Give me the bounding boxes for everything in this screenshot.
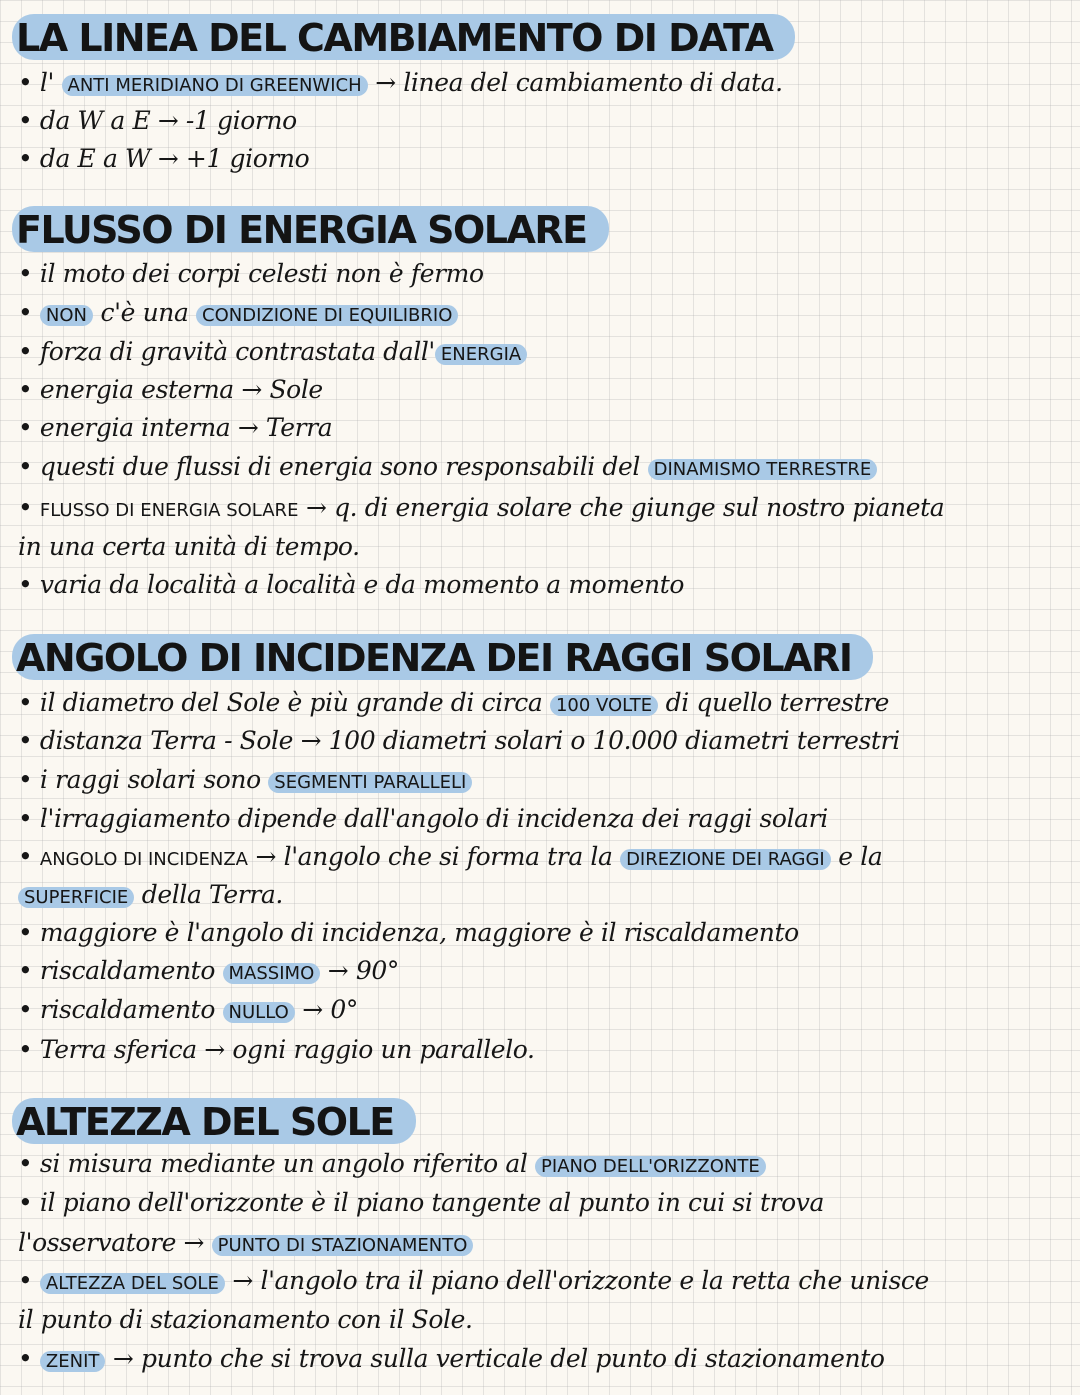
note-text: • — [18, 493, 40, 522]
note-text: • — [18, 1344, 40, 1373]
note-text: • i raggi solari sono — [18, 765, 269, 794]
section-title-text: ALTEZZA DEL SOLE — [12, 1098, 416, 1144]
highlighted-term: ZENIT — [40, 1351, 105, 1372]
note-text: • da W a E → -1 giorno — [18, 106, 297, 135]
highlighted-term: ENERGIA — [435, 344, 527, 365]
note-text: c'è una — [93, 298, 197, 327]
note-text: → punto che si trova sulla verticale del punto di stazionamento — [105, 1344, 885, 1373]
note-text: della Terra. — [134, 880, 283, 909]
highlighted-term: MASSIMO — [223, 963, 321, 984]
capitalized-term: FLUSSO DI ENERGIA SOLARE — [39, 500, 299, 521]
note-text: • distanza Terra - Sole → 100 diametri solari o 10.000 diametri terrestri — [18, 726, 900, 755]
note-text: e la — [830, 842, 883, 871]
note-line — [18, 1226, 473, 1263]
note-line — [18, 724, 900, 758]
note-text: • — [18, 842, 40, 871]
note-line — [18, 954, 399, 991]
note-line — [18, 450, 877, 487]
note-line — [18, 1342, 885, 1379]
note-line — [18, 840, 882, 877]
note-text: • da E a W → +1 giorno — [18, 144, 310, 173]
note-text: • riscaldamento — [18, 995, 223, 1024]
note-line — [18, 142, 309, 176]
note-text: • maggiore è l'angolo di incidenza, maggiore è il riscaldamento — [18, 918, 799, 947]
note-text: • l'irraggiamento dipende dall'angolo di incidenza dei raggi solari — [18, 804, 828, 833]
note-line — [18, 491, 944, 528]
highlighted-term: PUNTO DI STAZIONAMENTO — [212, 1235, 474, 1256]
note-line — [18, 878, 283, 915]
section-title-linea-cambiamento-data — [8, 16, 819, 60]
note-text: • riscaldamento — [18, 956, 223, 985]
note-line — [18, 1264, 929, 1301]
note-line — [18, 104, 297, 138]
note-text: in una certa unità di tempo. — [18, 532, 360, 561]
note-text: • il moto dei corpi celesti non è fermo — [18, 259, 484, 288]
note-text: → 90° — [320, 956, 399, 985]
note-line — [18, 530, 360, 564]
highlighted-term: DINAMISMO TERRESTRE — [648, 459, 878, 480]
note-line — [18, 763, 472, 800]
note-line — [18, 568, 684, 602]
highlighted-term: SUPERFICIE — [18, 887, 134, 908]
note-line — [18, 1147, 766, 1184]
note-line — [18, 257, 484, 291]
note-text: • energia esterna → Sole — [18, 375, 323, 404]
note-line — [18, 916, 799, 950]
section-title-altezza-sole — [8, 1100, 440, 1144]
note-line — [18, 66, 783, 103]
note-text: l'osservatore → — [18, 1228, 212, 1257]
note-line — [18, 373, 323, 407]
section-title-text: LA LINEA DEL CAMBIAMENTO DI DATA — [12, 14, 795, 60]
note-line — [18, 296, 458, 333]
note-line — [18, 686, 889, 723]
note-text: → l'angolo che si forma tra la — [247, 842, 621, 871]
note-text: • si misura mediante un angolo riferito al — [18, 1149, 536, 1178]
note-text: • — [18, 1266, 40, 1295]
note-text: il punto di stazionamento con il Sole. — [18, 1305, 473, 1334]
highlighted-term: NULLO — [223, 1002, 295, 1023]
note-text: • l' — [18, 68, 62, 97]
highlighted-term: CONDIZIONE DI EQUILIBRIO — [196, 305, 458, 326]
note-line — [18, 335, 527, 372]
highlighted-term: PIANO DELL'ORIZZONTE — [535, 1156, 766, 1177]
highlighted-term: SEGMENTI PARALLELI — [268, 772, 472, 793]
note-text: • il piano dell'orizzonte è il piano tangente al punto in cui si trova — [18, 1188, 825, 1217]
note-text: • questi due flussi di energia sono responsabili del — [18, 452, 648, 481]
note-text: → 0° — [294, 995, 359, 1024]
note-text: • — [18, 298, 40, 327]
capitalized-term: ANGOLO DI INCIDENZA — [39, 849, 248, 870]
note-text: • Terra sferica → ogni raggio un parallelo. — [18, 1035, 535, 1064]
highlighted-term: NON — [40, 305, 93, 326]
note-text: di quello terrestre — [658, 688, 890, 717]
note-line — [18, 1186, 824, 1220]
note-text: → q. di energia solare che giunge sul nostro pianeta — [298, 493, 945, 522]
note-line — [18, 1303, 473, 1337]
note-text: → l'angolo tra il piano dell'orizzonte e la retta che unisce — [224, 1266, 929, 1295]
highlighted-term: DIREZIONE DEI RAGGI — [620, 849, 831, 870]
section-title-text: ANGOLO DI INCIDENZA DEI RAGGI SOLARI — [12, 634, 873, 680]
highlighted-term: ALTEZZA DEL SOLE — [40, 1273, 225, 1294]
note-line — [18, 993, 358, 1030]
note-text: • energia interna → Terra — [18, 413, 333, 442]
note-text: • varia da località a località e da momento a momento — [18, 570, 685, 599]
highlighted-term: 100 VOLTE — [550, 695, 658, 716]
note-text: • forza di gravità contrastata dall' — [18, 337, 435, 366]
note-text: → linea del cambiamento di data. — [367, 68, 783, 97]
note-line — [18, 802, 828, 836]
note-line — [18, 1033, 535, 1067]
section-title-flusso-energia-solare — [8, 208, 633, 252]
section-title-text: FLUSSO DI ENERGIA SOLARE — [12, 206, 609, 252]
section-title-angolo-incidenza — [8, 636, 897, 680]
note-line — [18, 411, 332, 445]
highlighted-term: ANTI MERIDIANO DI GREENWICH — [62, 75, 368, 96]
note-text: • il diametro del Sole è più grande di circa — [18, 688, 550, 717]
